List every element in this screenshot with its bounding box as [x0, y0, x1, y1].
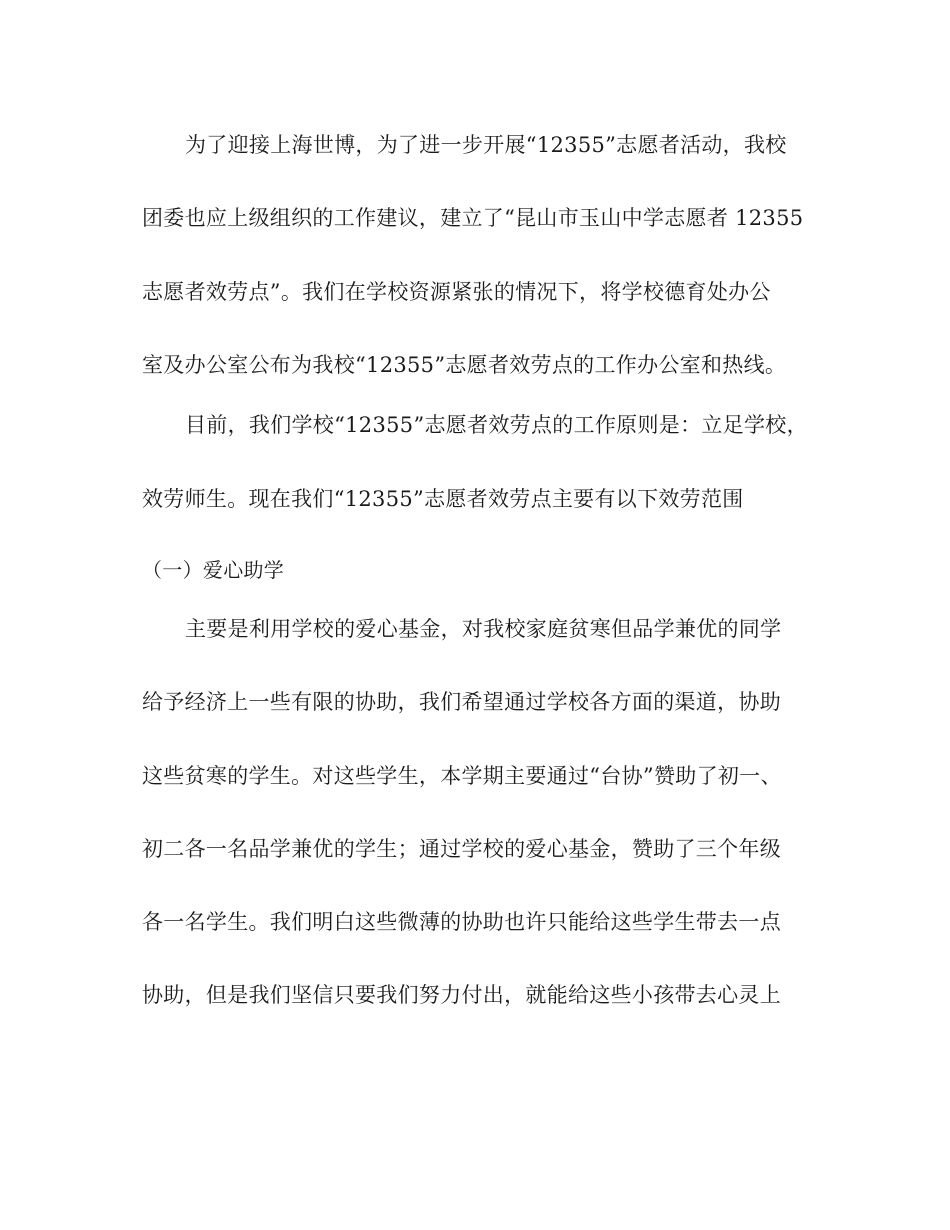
paragraph-1-line-1: 为了迎接上海世博，为了进一步开展“12355”志愿者活动，我校 — [185, 133, 787, 157]
paragraph-2-line-1: 目前，我们学校“12355”志愿者效劳点的工作原则是：立足学校， — [185, 413, 808, 437]
paragraph-1-line-4: 室及办公室公布为我校“12355”志愿者效劳点的工作办公室和热线。 — [142, 353, 787, 377]
section-heading: （一）爱心助学 — [142, 558, 285, 582]
paragraph-1-line-3: 志愿者效劳点”。我们在学校资源紧张的情况下，将学校德育处办公 — [142, 280, 771, 304]
paragraph-2-line-2: 效劳师生。现在我们“12355”志愿者效劳点主要有以下效劳范围 — [142, 487, 744, 511]
paragraph-3-line-3: 这些贫寒的学生。对这些学生，本学期主要通过“台协”赞助了初一、 — [142, 764, 782, 788]
paragraph-3-line-5: 各一名学生。我们明白这些微薄的协助也许只能给这些学生带去一点 — [142, 910, 781, 934]
paragraph-1-line-2: 团委也应上级组织的工作建议，建立了“昆山市玉山中学志愿者 12355 — [142, 206, 804, 230]
paragraph-3-line-1: 主要是利用学校的爱心基金，对我校家庭贫寒但品学兼优的同学 — [185, 617, 782, 641]
paragraph-3-line-4: 初二各一名品学兼优的学生；通过学校的爱心基金，赞助了三个年级 — [142, 837, 781, 861]
paragraph-3-line-6: 协助，但是我们坚信只要我们努力付出，就能给这些小孩带去心灵上 — [142, 983, 781, 1007]
paragraph-3-line-2: 给予经济上一些有限的协助，我们希望通过学校各方面的渠道，协助 — [142, 690, 781, 714]
